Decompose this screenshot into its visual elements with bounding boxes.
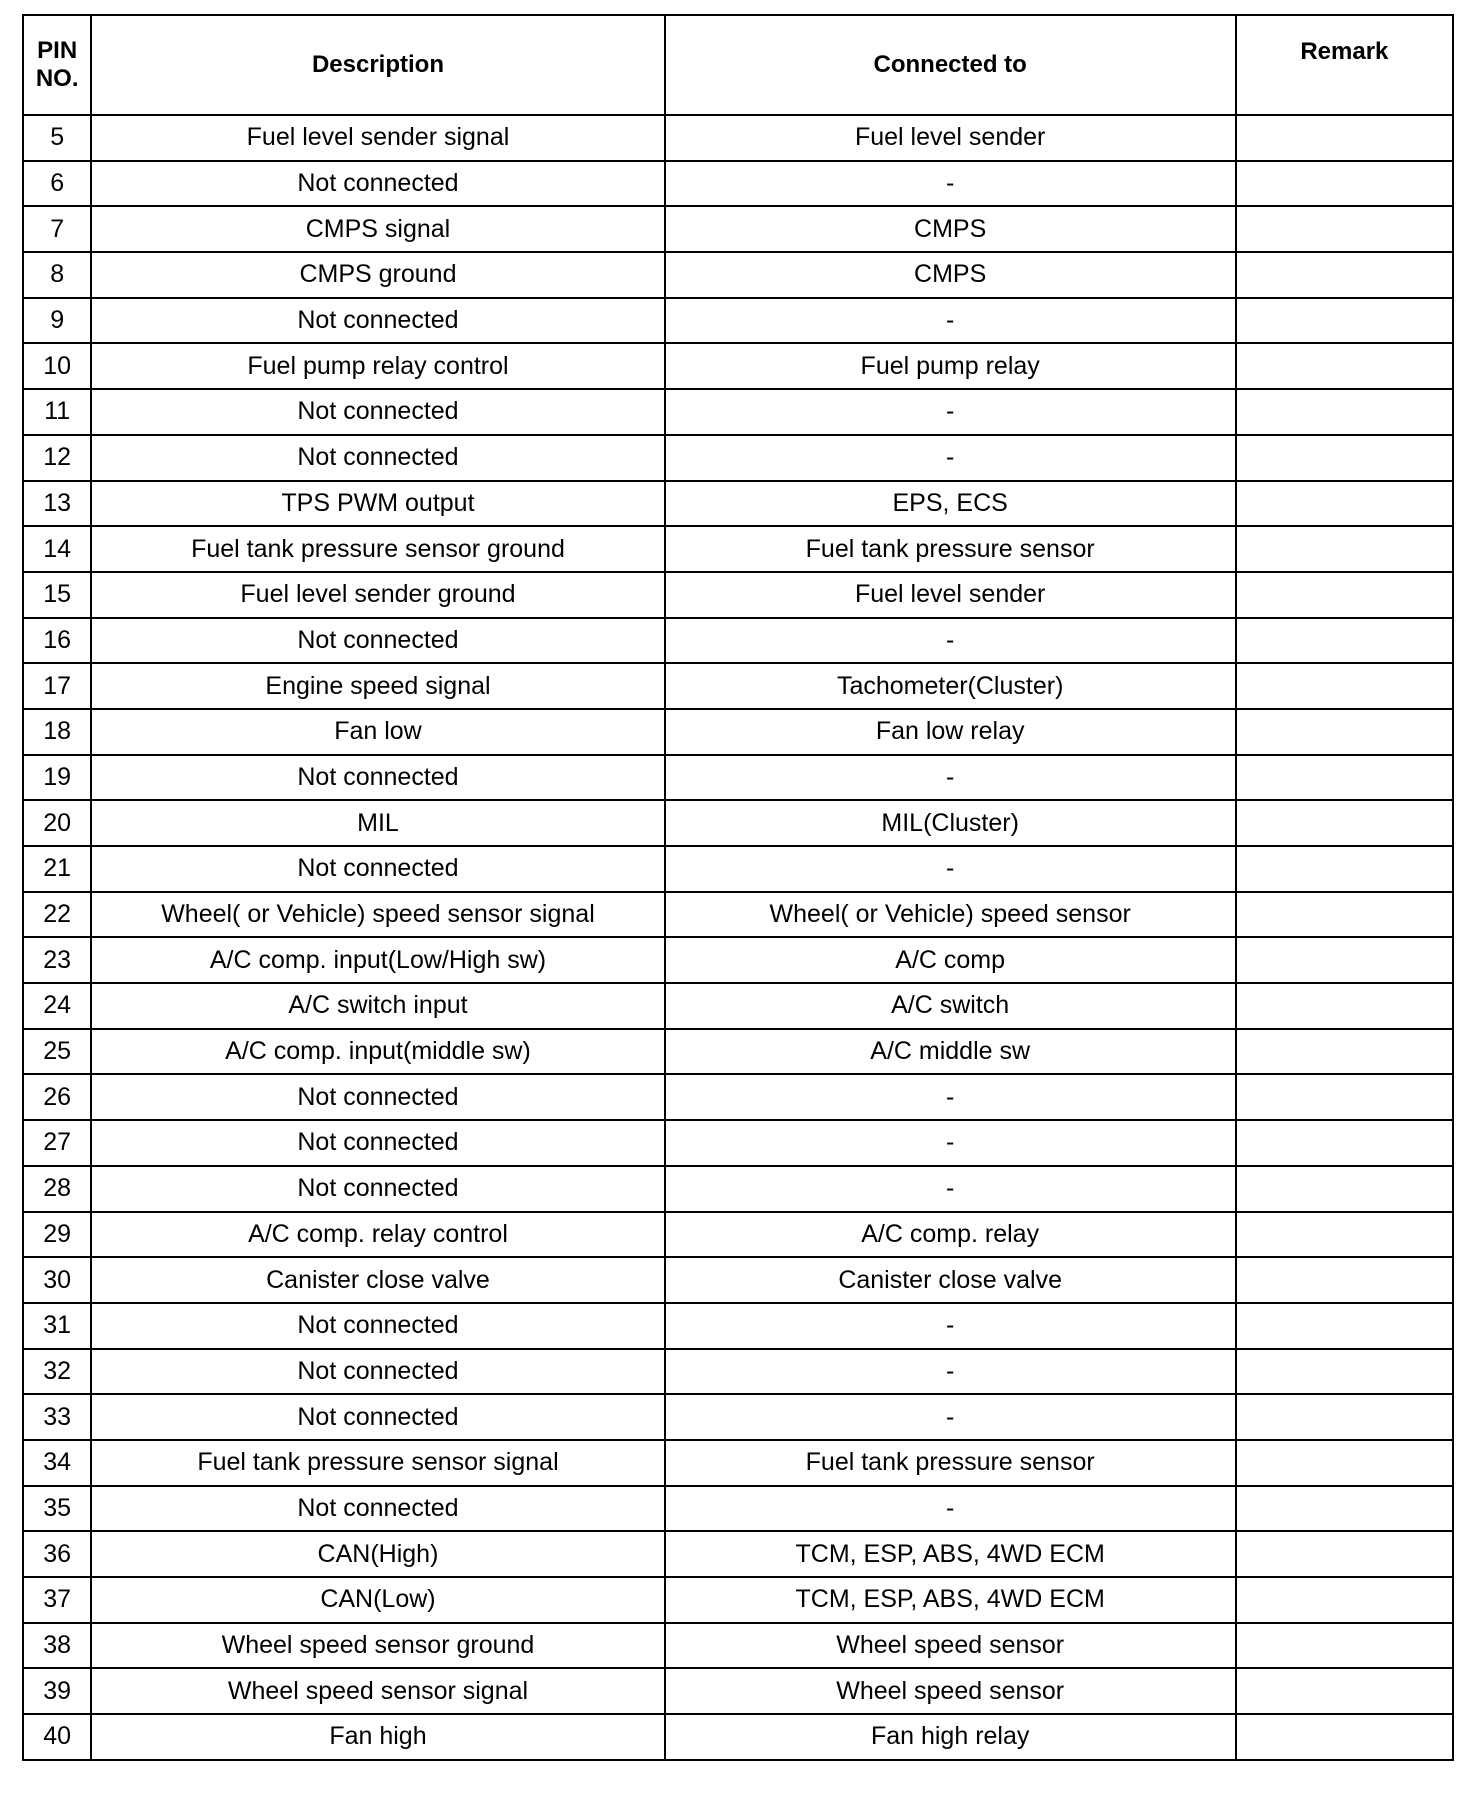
description-cell: MIL: [91, 800, 664, 846]
description-cell: Not connected: [91, 1486, 664, 1532]
table-row: [23, 755, 1453, 801]
remark-cell: [1236, 1531, 1453, 1577]
pin-cell: 31: [23, 1303, 91, 1349]
connected-to-cell: A/C comp: [665, 937, 1236, 983]
remark-cell: [1236, 1120, 1453, 1166]
description-cell: CMPS signal: [91, 206, 664, 252]
pin-cell: 13: [23, 481, 91, 527]
table-row: [23, 1166, 1453, 1212]
table-row: [23, 572, 1453, 618]
description-cell: Not connected: [91, 1120, 664, 1166]
connected-to-cell: Wheel speed sensor: [665, 1668, 1236, 1714]
pin-cell: 26: [23, 1074, 91, 1120]
pin-cell: 28: [23, 1166, 91, 1212]
pin-cell: 35: [23, 1486, 91, 1532]
pin-cell: 27: [23, 1120, 91, 1166]
connected-to-cell: Fuel tank pressure sensor: [665, 1440, 1236, 1486]
description-cell: Not connected: [91, 435, 664, 481]
remark-cell: [1236, 1349, 1453, 1395]
description-cell: Not connected: [91, 618, 664, 664]
pin-cell: 30: [23, 1257, 91, 1303]
description-cell: Canister close valve: [91, 1257, 664, 1303]
connected-to-cell: -: [665, 298, 1236, 344]
remark-cell: [1236, 1257, 1453, 1303]
table-row: [23, 1577, 1453, 1623]
connected-to-cell: Fuel pump relay: [665, 343, 1236, 389]
header-connected-to: Connected to: [665, 15, 1236, 115]
table-row: [23, 481, 1453, 527]
description-cell: Not connected: [91, 846, 664, 892]
connected-to-cell: CMPS: [665, 206, 1236, 252]
pin-cell: 18: [23, 709, 91, 755]
remark-cell: [1236, 1714, 1453, 1760]
remark-cell: [1236, 1440, 1453, 1486]
table-row: [23, 526, 1453, 572]
connected-to-cell: -: [665, 1486, 1236, 1532]
pin-cell: 17: [23, 663, 91, 709]
connected-to-cell: -: [665, 618, 1236, 664]
pin-cell: 19: [23, 755, 91, 801]
connected-to-cell: TCM, ESP, ABS, 4WD ECM: [665, 1577, 1236, 1623]
table-row: [23, 1440, 1453, 1486]
remark-cell: [1236, 1303, 1453, 1349]
connected-to-cell: A/C middle sw: [665, 1029, 1236, 1075]
table-row: [23, 1257, 1453, 1303]
remark-cell: [1236, 983, 1453, 1029]
connected-to-cell: -: [665, 1303, 1236, 1349]
remark-cell: [1236, 663, 1453, 709]
pin-cell: 16: [23, 618, 91, 664]
connected-to-cell: -: [665, 1120, 1236, 1166]
description-cell: CAN(Low): [91, 1577, 664, 1623]
table-row: [23, 1029, 1453, 1075]
connected-to-cell: -: [665, 755, 1236, 801]
connected-to-cell: Wheel( or Vehicle) speed sensor: [665, 892, 1236, 938]
description-cell: TPS PWM output: [91, 481, 664, 527]
table-row: [23, 618, 1453, 664]
table-row: [23, 161, 1453, 207]
header-pin-line1: PIN: [37, 37, 78, 64]
pin-cell: 15: [23, 572, 91, 618]
connected-to-cell: Fuel level sender: [665, 572, 1236, 618]
pin-cell: 22: [23, 892, 91, 938]
description-cell: Not connected: [91, 1074, 664, 1120]
connected-to-cell: -: [665, 161, 1236, 207]
description-cell: Wheel speed sensor signal: [91, 1668, 664, 1714]
header-remark: Remark: [1236, 15, 1453, 115]
description-cell: Not connected: [91, 755, 664, 801]
pin-cell: 25: [23, 1029, 91, 1075]
description-cell: A/C switch input: [91, 983, 664, 1029]
table-row: [23, 206, 1453, 252]
pin-cell: 11: [23, 389, 91, 435]
description-cell: Not connected: [91, 161, 664, 207]
pin-cell: 8: [23, 252, 91, 298]
remark-cell: [1236, 1212, 1453, 1258]
remark-cell: [1236, 572, 1453, 618]
table-row: [23, 800, 1453, 846]
remark-cell: [1236, 481, 1453, 527]
table-row: [23, 937, 1453, 983]
remark-cell: [1236, 1486, 1453, 1532]
remark-cell: [1236, 1029, 1453, 1075]
description-cell: Wheel( or Vehicle) speed sensor signal: [91, 892, 664, 938]
pin-cell: 9: [23, 298, 91, 344]
description-cell: Fuel pump relay control: [91, 343, 664, 389]
table-row: [23, 252, 1453, 298]
remark-cell: [1236, 800, 1453, 846]
connected-to-cell: -: [665, 1166, 1236, 1212]
table-row: [23, 115, 1453, 161]
table-row: [23, 1668, 1453, 1714]
pin-cell: 32: [23, 1349, 91, 1395]
pin-cell: 12: [23, 435, 91, 481]
remark-cell: [1236, 1166, 1453, 1212]
remark-cell: [1236, 1074, 1453, 1120]
table-row: [23, 892, 1453, 938]
description-cell: Not connected: [91, 1349, 664, 1395]
connected-to-cell: CMPS: [665, 252, 1236, 298]
table-row: [23, 1486, 1453, 1532]
pin-cell: 29: [23, 1212, 91, 1258]
remark-cell: [1236, 892, 1453, 938]
remark-cell: [1236, 206, 1453, 252]
remark-cell: [1236, 618, 1453, 664]
pin-cell: 6: [23, 161, 91, 207]
remark-cell: [1236, 389, 1453, 435]
remark-cell: [1236, 161, 1453, 207]
connected-to-cell: Fan low relay: [665, 709, 1236, 755]
connected-to-cell: A/C switch: [665, 983, 1236, 1029]
table-row: [23, 1349, 1453, 1395]
table-row: [23, 1714, 1453, 1760]
header-row: [23, 15, 1453, 115]
table-row: [23, 1303, 1453, 1349]
header-pin-line2: NO.: [35, 65, 79, 92]
pin-cell: 40: [23, 1714, 91, 1760]
connected-to-cell: Wheel speed sensor: [665, 1623, 1236, 1669]
table-row: [23, 1623, 1453, 1669]
description-cell: A/C comp. input(middle sw): [91, 1029, 664, 1075]
remark-cell: [1236, 115, 1453, 161]
pin-cell: 37: [23, 1577, 91, 1623]
table-row: [23, 1394, 1453, 1440]
pin-connection-table: [22, 14, 1454, 1761]
connected-to-cell: MIL(Cluster): [665, 800, 1236, 846]
pin-cell: 10: [23, 343, 91, 389]
table-row: [23, 1074, 1453, 1120]
remark-cell: [1236, 1577, 1453, 1623]
pin-cell: 21: [23, 846, 91, 892]
connected-to-cell: Canister close valve: [665, 1257, 1236, 1303]
description-cell: Not connected: [91, 1394, 664, 1440]
table-row: [23, 389, 1453, 435]
remark-cell: [1236, 1623, 1453, 1669]
remark-cell: [1236, 937, 1453, 983]
remark-cell: [1236, 846, 1453, 892]
connected-to-cell: EPS, ECS: [665, 481, 1236, 527]
header-description: Description: [91, 15, 664, 115]
table-row: [23, 1212, 1453, 1258]
pin-cell: 23: [23, 937, 91, 983]
remark-cell: [1236, 755, 1453, 801]
connected-to-cell: -: [665, 1394, 1236, 1440]
table-body: [23, 115, 1453, 1760]
description-cell: CAN(High): [91, 1531, 664, 1577]
description-cell: Fuel tank pressure sensor ground: [91, 526, 664, 572]
connected-to-cell: -: [665, 435, 1236, 481]
connected-to-cell: TCM, ESP, ABS, 4WD ECM: [665, 1531, 1236, 1577]
connected-to-cell: -: [665, 1349, 1236, 1395]
description-cell: Fan low: [91, 709, 664, 755]
connected-to-cell: A/C comp. relay: [665, 1212, 1236, 1258]
pin-cell: 39: [23, 1668, 91, 1714]
connected-to-cell: Fan high relay: [665, 1714, 1236, 1760]
pin-cell: 33: [23, 1394, 91, 1440]
description-cell: Engine speed signal: [91, 663, 664, 709]
remark-cell: [1236, 343, 1453, 389]
connected-to-cell: Fuel level sender: [665, 115, 1236, 161]
description-cell: A/C comp. input(Low/High sw): [91, 937, 664, 983]
pin-cell: 24: [23, 983, 91, 1029]
remark-cell: [1236, 1668, 1453, 1714]
remark-cell: [1236, 298, 1453, 344]
table-row: [23, 663, 1453, 709]
table-header: [23, 15, 1453, 115]
connected-to-cell: -: [665, 389, 1236, 435]
table-row: [23, 1531, 1453, 1577]
table-row: [23, 343, 1453, 389]
table-row: [23, 1120, 1453, 1166]
connected-to-cell: Fuel tank pressure sensor: [665, 526, 1236, 572]
remark-cell: [1236, 1394, 1453, 1440]
pin-cell: 14: [23, 526, 91, 572]
description-cell: Fan high: [91, 1714, 664, 1760]
connected-to-cell: -: [665, 846, 1236, 892]
pin-cell: 34: [23, 1440, 91, 1486]
remark-cell: [1236, 709, 1453, 755]
pin-cell: 20: [23, 800, 91, 846]
description-cell: Fuel level sender ground: [91, 572, 664, 618]
header-pin-no: [23, 15, 91, 115]
table-row: [23, 846, 1453, 892]
description-cell: Not connected: [91, 389, 664, 435]
pin-cell: 36: [23, 1531, 91, 1577]
remark-cell: [1236, 252, 1453, 298]
description-cell: A/C comp. relay control: [91, 1212, 664, 1258]
table-row: [23, 298, 1453, 344]
description-cell: Not connected: [91, 298, 664, 344]
connected-to-cell: -: [665, 1074, 1236, 1120]
description-cell: Not connected: [91, 1166, 664, 1212]
remark-cell: [1236, 526, 1453, 572]
pin-cell: 5: [23, 115, 91, 161]
description-cell: CMPS ground: [91, 252, 664, 298]
pin-cell: 38: [23, 1623, 91, 1669]
remark-cell: [1236, 435, 1453, 481]
table-row: [23, 709, 1453, 755]
description-cell: Fuel tank pressure sensor signal: [91, 1440, 664, 1486]
description-cell: Fuel level sender signal: [91, 115, 664, 161]
table-row: [23, 435, 1453, 481]
description-cell: Wheel speed sensor ground: [91, 1623, 664, 1669]
connected-to-cell: Tachometer(Cluster): [665, 663, 1236, 709]
table-row: [23, 983, 1453, 1029]
pin-cell: 7: [23, 206, 91, 252]
description-cell: Not connected: [91, 1303, 664, 1349]
